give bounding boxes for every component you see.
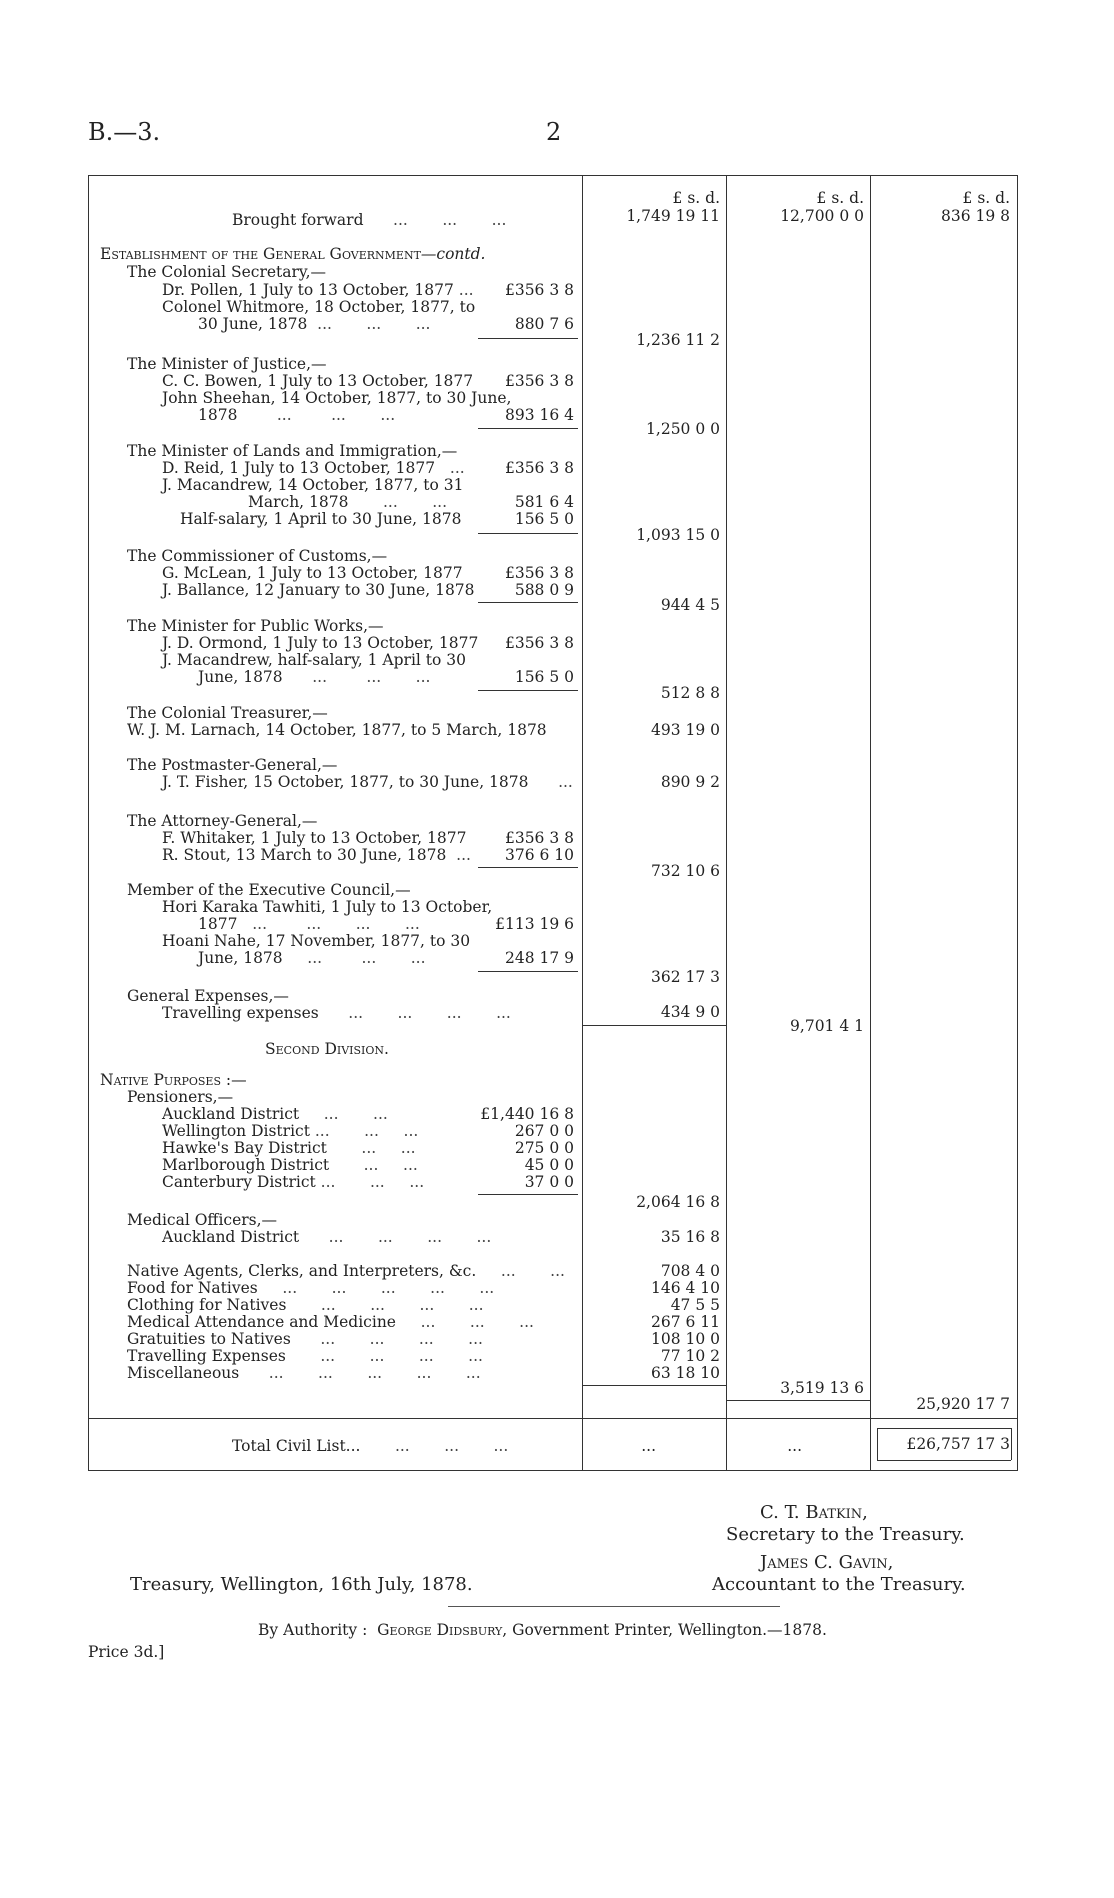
sub-amount: £356 3 8: [504, 634, 574, 652]
entry-line: D. Reid, 1 July to 13 October, 1877 ...: [162, 459, 465, 477]
grand-total-bottom-rule: [877, 1460, 1011, 1461]
entry-line: J. Macandrew, half-salary, 1 April to 30: [162, 651, 466, 669]
sub-amount: £356 3 8: [504, 281, 574, 299]
entry-line: Travelling expenses ... ... ... ...: [162, 1004, 511, 1022]
entry-title: The Minister of Justice,—: [127, 355, 327, 373]
entry-total: 493 19 0: [650, 721, 720, 739]
total-rule: [88, 1418, 1018, 1419]
entry-total: 890 9 2: [660, 773, 720, 791]
medical-total: 35 16 8: [660, 1228, 720, 1246]
entry-total: 1,093 15 0: [636, 526, 720, 544]
signatory-name: James C. Gavin,: [760, 1552, 894, 1573]
native-item: Gratuities to Natives ... ... ... ...: [127, 1330, 483, 1348]
entry-line: Colonel Whitmore, 18 October, 1877, to: [162, 298, 476, 316]
native-item: Clothing for Natives ... ... ... ...: [127, 1296, 484, 1314]
entry-line: J. Macandrew, 14 October, 1877, to 31: [162, 476, 464, 494]
entry-line: J. T. Fisher, 15 October, 1877, to 30 June, 1878 ...: [162, 773, 573, 791]
column-2-units: £ s. d.: [816, 189, 864, 207]
sub-amount: £356 3 8: [504, 459, 574, 477]
sub-total-rule: [478, 428, 578, 429]
native-total: 3,519 13 6: [780, 1379, 864, 1397]
pensioner-row: Hawke's Bay District ... ...: [162, 1139, 416, 1157]
entry-line: W. J. M. Larnach, 14 October, 1877, to 5 March, 1878: [127, 721, 547, 739]
sub-total-rule: [478, 602, 578, 603]
entry-line: G. McLean, 1 July to 13 October, 1877: [162, 564, 463, 582]
entry-total: 1,250 0 0: [646, 420, 720, 438]
page-number: 2: [546, 118, 562, 146]
entry-title: The Minister for Public Works,—: [127, 617, 384, 635]
entry-title: The Colonial Secretary,—: [127, 263, 327, 281]
sub-amount: £356 3 8: [504, 564, 574, 582]
native-item: Native Agents, Clerks, and Interpreters, &c. ... ...: [127, 1262, 565, 1280]
sub-total-rule: [478, 533, 578, 534]
printer-line: By Authority : George Didsbury, Government Printer, Wellington.—1878.: [258, 1621, 827, 1639]
entry-total: 434 9 0: [660, 1003, 720, 1021]
sub-amount: 893 16 4: [504, 406, 574, 424]
column-1-brought: 1,749 19 11: [626, 207, 720, 225]
native-item: Medical Attendance and Medicine ... ... ...: [127, 1313, 534, 1331]
total-dots-column-2: ...: [787, 1437, 802, 1455]
section-heading-native: Native Purposes :—: [100, 1071, 247, 1089]
entry-title: The Colonial Treasurer,—: [127, 704, 328, 722]
sub-amount: 248 17 9: [504, 949, 574, 967]
sub-amount: £113 19 6: [495, 915, 574, 933]
entry-total: 362 17 3: [650, 968, 720, 986]
column-2-rule: [726, 1400, 870, 1401]
sub-total-rule: [478, 338, 578, 339]
column-rule-1: [582, 175, 583, 1470]
section-1-total: 9,701 4 1: [790, 1017, 864, 1035]
entry-title: Member of the Executive Council,—: [127, 881, 411, 899]
pensioner-amount: 267 0 0: [514, 1122, 574, 1140]
sub-total-rule: [478, 867, 578, 868]
column-2-brought: 12,700 0 0: [780, 207, 864, 225]
medical-line: Auckland District ... ... ... ...: [162, 1228, 492, 1246]
pensioner-amount: 45 0 0: [524, 1156, 574, 1174]
pensioner-row: Wellington District ... ... ...: [162, 1122, 419, 1140]
entry-line: Hori Karaka Tawhiti, 1 July to 13 October,: [162, 898, 493, 916]
entry-line: March, 1878 ... ...: [248, 493, 448, 511]
sub-total-rule: [478, 690, 578, 691]
native-item: Food for Natives ... ... ... ... ...: [127, 1279, 495, 1297]
entry-line: Hoani Nahe, 17 November, 1877, to 30: [162, 932, 471, 950]
entry-line: Half-salary, 1 April to 30 June, 1878: [180, 510, 462, 528]
entry-line: 1877 ... ... ... ...: [198, 915, 420, 933]
signatory-title: Accountant to the Treasury.: [712, 1574, 966, 1595]
sub-amount: £356 3 8: [504, 829, 574, 847]
native-item-amount: 108 10 0: [650, 1330, 720, 1348]
entry-line: C. C. Bowen, 1 July to 13 October, 1877: [162, 372, 474, 390]
brought-forward-label: Brought forward ... ... ...: [232, 211, 507, 229]
entry-total: 732 10 6: [650, 862, 720, 880]
entry-line: June, 1878 ... ... ...: [198, 949, 426, 967]
entry-line: F. Whitaker, 1 July to 13 October, 1877: [162, 829, 467, 847]
pensioners-total: 2,064 16 8: [636, 1193, 720, 1211]
pensioner-amount: 37 0 0: [524, 1173, 574, 1191]
signatory-name: C. T. Batkin,: [760, 1502, 868, 1523]
second-division-heading: Second Division.: [265, 1040, 389, 1058]
pensioner-row: Auckland District ... ...: [162, 1105, 388, 1123]
sub-amount: 156 5 0: [514, 668, 574, 686]
table-bottom-rule: [88, 1470, 1018, 1471]
grand-total-top-rule: [877, 1428, 1011, 1429]
native-item-amount: 63 18 10: [650, 1364, 720, 1382]
entry-title: General Expenses,—: [127, 987, 289, 1005]
pensioners-title: Pensioners,—: [127, 1088, 234, 1106]
entry-line: J. D. Ormond, 1 July to 13 October, 1877: [162, 634, 479, 652]
place-date: Treasury, Wellington, 16th July, 1878.: [130, 1574, 473, 1595]
native-item-amount: 47 5 5: [670, 1296, 720, 1314]
column-3-subtotal: 25,920 17 7: [916, 1395, 1010, 1413]
column-rule-2: [726, 175, 727, 1470]
column-3-brought: 836 19 8: [940, 207, 1010, 225]
sub-amount: 376 6 10: [504, 846, 574, 864]
native-item-amount: 146 4 10: [650, 1279, 720, 1297]
entry-total: 1,236 11 2: [636, 331, 720, 349]
sub-total-rule: [478, 971, 578, 972]
entry-line: 30 June, 1878 ... ... ...: [198, 315, 431, 333]
pensioner-amount: £1,440 16 8: [480, 1105, 574, 1123]
entry-title: The Commissioner of Customs,—: [127, 547, 388, 565]
table-left-rule: [88, 175, 89, 1470]
signatory-title: Secretary to the Treasury.: [726, 1524, 965, 1545]
column-3-units: £ s. d.: [962, 189, 1010, 207]
entry-line: June, 1878 ... ... ...: [198, 668, 431, 686]
document-reference: B.—3.: [88, 118, 161, 146]
entry-line: John Sheehan, 14 October, 1877, to 30 June,: [162, 389, 512, 407]
grand-total-box-right: [1011, 1428, 1012, 1460]
native-item-amount: 708 4 0: [660, 1262, 720, 1280]
sub-amount: 156 5 0: [514, 510, 574, 528]
price: Price 3d.]: [88, 1643, 165, 1661]
entry-total: 944 4 5: [660, 596, 720, 614]
total-dots-column-1: ...: [641, 1437, 656, 1455]
sub-total-rule: [478, 1194, 578, 1195]
table-right-rule: [1017, 175, 1018, 1470]
pensioner-row: Canterbury District ... ... ...: [162, 1173, 425, 1191]
section-1-rule: [582, 1025, 726, 1026]
total-label: Total Civil List... ... ... ...: [232, 1437, 509, 1455]
medical-title: Medical Officers,—: [127, 1211, 278, 1229]
entry-line: R. Stout, 13 March to 30 June, 1878 ...: [162, 846, 471, 864]
sub-amount: £356 3 8: [504, 372, 574, 390]
sub-amount: 880 7 6: [514, 315, 574, 333]
native-item-amount: 267 6 11: [650, 1313, 720, 1331]
column-rule-3: [870, 175, 871, 1470]
entry-line: 1878 ... ... ...: [198, 406, 396, 424]
native-item: Travelling Expenses ... ... ... ...: [127, 1347, 483, 1365]
native-total-rule: [582, 1385, 726, 1386]
entry-title: The Minister of Lands and Immigration,—: [127, 442, 458, 460]
pensioner-amount: 275 0 0: [514, 1139, 574, 1157]
pensioner-row: Marlborough District ... ...: [162, 1156, 418, 1174]
entry-line: J. Ballance, 12 January to 30 June, 1878: [162, 581, 475, 599]
sub-amount: 581 6 4: [514, 493, 574, 511]
section-heading-establishment: Establishment of the General Government—contd.: [100, 245, 486, 263]
entry-title: The Postmaster-General,—: [127, 756, 338, 774]
entry-line: Dr. Pollen, 1 July to 13 October, 1877 ...: [162, 281, 474, 299]
sub-amount: 588 0 9: [514, 581, 574, 599]
entry-total: 512 8 8: [660, 684, 720, 702]
column-1-units: £ s. d.: [672, 189, 720, 207]
table-top-rule: [88, 175, 1018, 176]
native-item-amount: 77 10 2: [660, 1347, 720, 1365]
grand-total: £26,757 17 3: [906, 1435, 1010, 1453]
native-item: Miscellaneous ... ... ... ... ...: [127, 1364, 481, 1382]
footer-rule: [448, 1606, 780, 1607]
entry-title: The Attorney-General,—: [127, 812, 318, 830]
grand-total-box-left: [877, 1428, 878, 1460]
